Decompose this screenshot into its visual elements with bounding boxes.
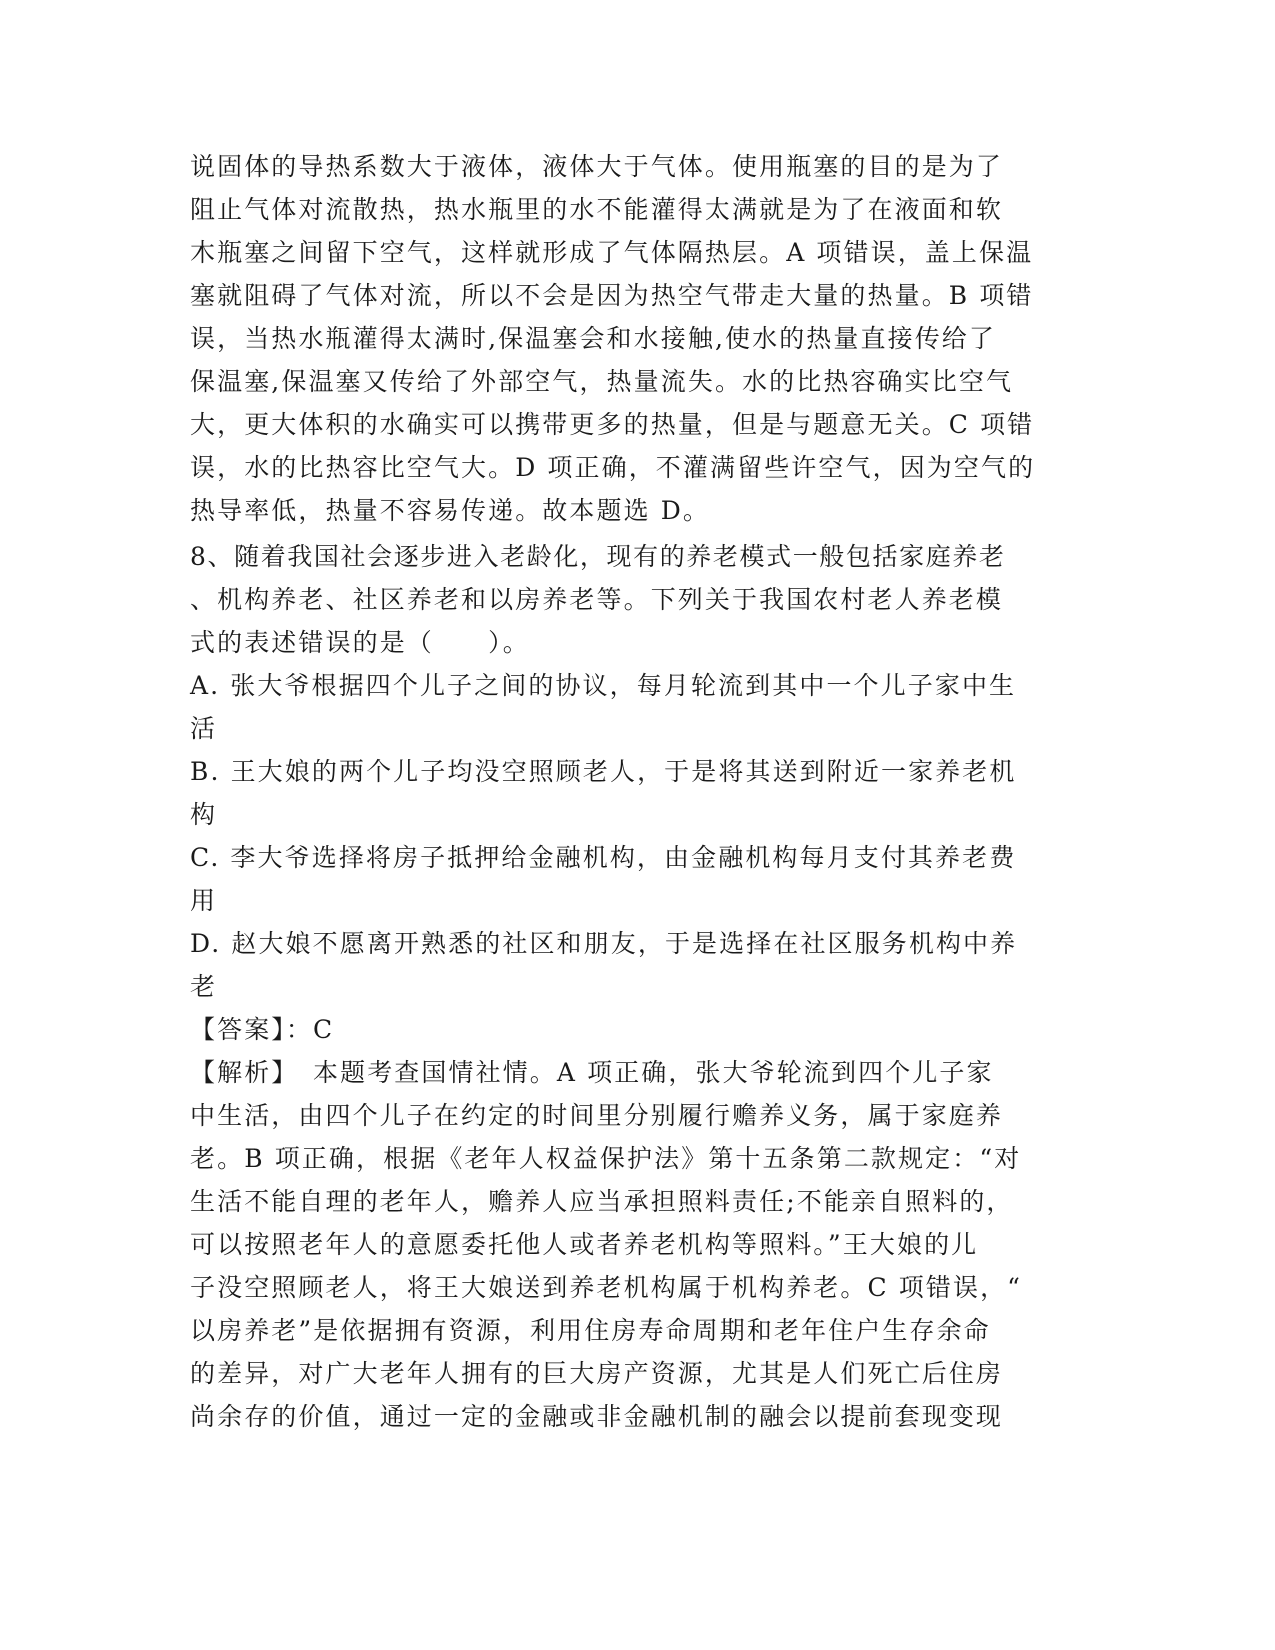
question-stem-line: 8、随着我国社会逐步进入老龄化，现有的养老模式一般包括家庭养老: [190, 542, 1006, 571]
analysis-line: 尚余存的价值，通过一定的金融或非金融机制的融会以提前套现变现: [190, 1402, 1004, 1431]
text-line: 热导率低，热量不容易传递。故本题选 D。: [190, 496, 710, 525]
text-line: 塞就阻碍了气体对流，所以不会是因为热空气带走大量的热量。B 项错: [190, 281, 1034, 310]
analysis-line: 中生活，由四个儿子在约定的时间里分别履行赡养义务，属于家庭养: [190, 1101, 1004, 1130]
question-8-stem: [190, 535, 1090, 664]
option-c-line: C. 李大爷选择将房子抵押给金融机构，由金融机构每月支付其养老费: [190, 843, 1017, 872]
option-d-line: 老: [190, 972, 218, 1001]
analysis-line: 【解析】 本题考查国情社情。A 项正确，张大爷轮流到四个儿子家: [190, 1058, 994, 1087]
text-line: 木瓶塞之间留下空气，这样就形成了气体隔热层。A 项错误，盖上保温: [190, 238, 1034, 267]
question-8-options: [190, 664, 1090, 1008]
explanation-continued: [190, 145, 1090, 532]
question-8-analysis: [190, 1051, 1090, 1438]
text-line: 误，当热水瓶灌得太满时,保温塞会和水接触,使水的热量直接传给了: [190, 324, 996, 353]
text-line: 大，更大体积的水确实可以携带更多的热量，但是与题意无关。C 项错: [190, 410, 1035, 439]
question-stem-line: 、机构养老、社区养老和以房养老等。下列关于我国农村老人养老模: [190, 585, 1004, 614]
analysis-line: 生活不能自理的老年人，赡养人应当承担照料责任;不能亲自照料的，: [190, 1187, 1014, 1216]
option-b-line: B. 王大娘的两个儿子均没空照顾老人，于是将其送到附近一家养老机: [190, 757, 1017, 786]
analysis-line: 的差异，对广大老年人拥有的巨大房产资源，尤其是人们死亡后住房: [190, 1359, 1004, 1388]
analysis-line: 以房养老”是依据拥有资源，利用住房寿命周期和老年住户生存余命: [190, 1316, 991, 1345]
option-a-line: A. 张大爷根据四个儿子之间的协议，每月轮流到其中一个儿子家中生: [190, 671, 1017, 700]
answer-line: 【答案】：C: [190, 1015, 335, 1044]
text-line: 阻止气体对流散热，热水瓶里的水不能灌得太满就是为了在液面和软: [190, 195, 1004, 224]
question-stem-line: 式的表述错误的是（ ）。: [190, 628, 530, 657]
analysis-line: 子没空照顾老人，将王大娘送到养老机构属于机构养老。C 项错误，“: [190, 1273, 1023, 1302]
option-d-line: D. 赵大娘不愿离开熟悉的社区和朋友，于是选择在社区服务机构中养: [190, 929, 1018, 958]
text-line: 误，水的比热容比空气大。D 项正确，不灌满留些许空气，因为空气的: [190, 453, 1036, 482]
text-line: 说固体的导热系数大于液体，液体大于气体。使用瓶塞的目的是为了: [190, 152, 1004, 181]
analysis-line: 老。B 项正确，根据《老年人权益保护法》第十五条第二款规定：“对: [190, 1144, 1022, 1173]
option-a-line: 活: [190, 714, 218, 743]
option-c-line: 用: [190, 886, 218, 915]
analysis-line: 可以按照老年人的意愿委托他人或者养老机构等照料。”王大娘的儿: [190, 1230, 979, 1259]
text-line: 保温塞,保温塞又传给了外部空气，热量流失。水的比热容确实比空气: [190, 367, 1014, 396]
question-8-answer: [190, 1008, 1090, 1051]
option-b-line: 构: [190, 800, 218, 829]
